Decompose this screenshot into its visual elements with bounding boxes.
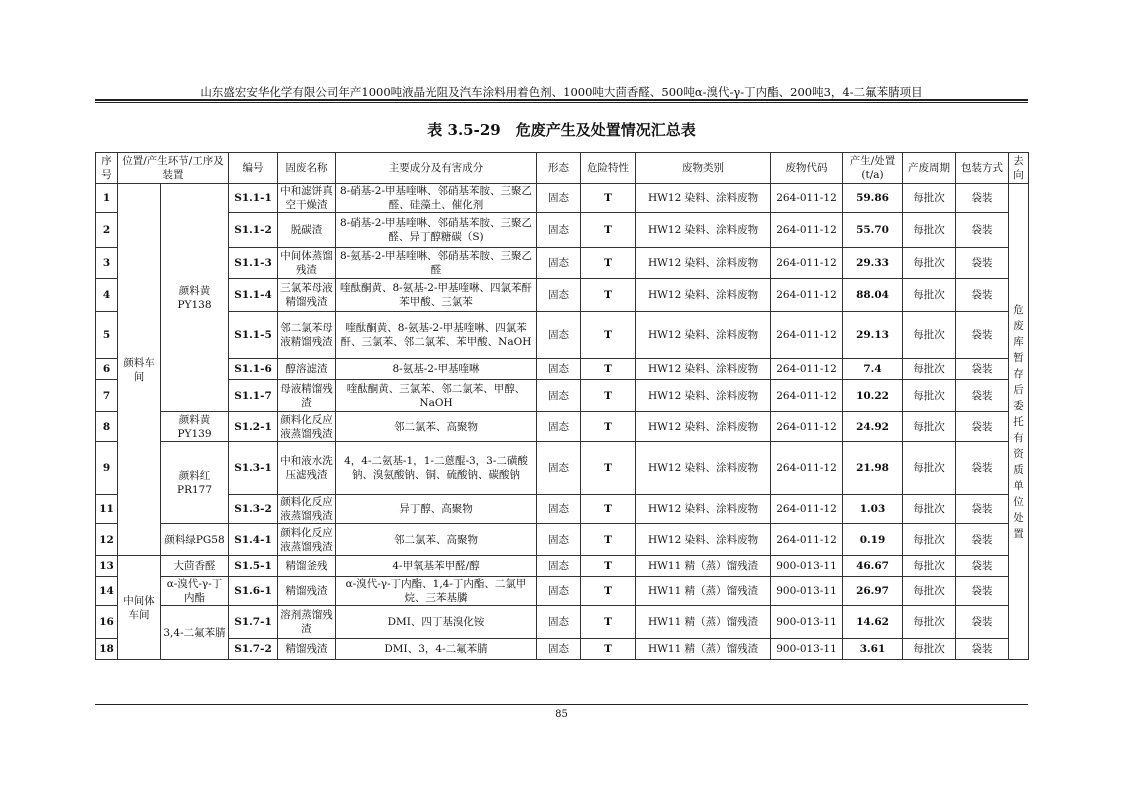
waste-id: S1.1-4 xyxy=(229,279,278,312)
hazard-property: T xyxy=(581,279,636,312)
waste-id: S1.1-1 xyxy=(229,184,278,213)
waste-category: HW12 染料、涂料废物 xyxy=(636,495,771,524)
col-header: 产生/处置(t/a) xyxy=(843,153,903,184)
packaging: 袋装 xyxy=(956,442,1009,495)
hazard-property: T xyxy=(581,184,636,213)
composition: α-溴代-γ-丁内酯、1,4-丁内酯、二氯甲烷、三苯基膦 xyxy=(336,577,537,606)
hazard-property: T xyxy=(581,442,636,495)
waste-name: 精馏残渣 xyxy=(278,639,336,660)
hazard-property: T xyxy=(581,606,636,639)
table-row xyxy=(96,312,1029,359)
waste-category: HW12 染料、涂料废物 xyxy=(636,248,771,279)
waste-id: S1.4-1 xyxy=(229,524,278,556)
col-header: 危险特性 xyxy=(581,153,636,184)
waste-id: S1.3-1 xyxy=(229,442,278,495)
generation-cycle: 每批次 xyxy=(903,380,956,412)
physical-form: 固态 xyxy=(537,577,581,606)
waste-name: 溶剂蒸馏残渣 xyxy=(278,606,336,639)
waste-code: 264-011-12 xyxy=(771,495,843,524)
waste-code: 900-013-11 xyxy=(771,639,843,660)
waste-category: HW12 染料、涂料废物 xyxy=(636,412,771,442)
table-row xyxy=(96,556,1029,577)
hazard-property: T xyxy=(581,495,636,524)
amount-tpa: 10.22 xyxy=(843,380,903,412)
physical-form: 固态 xyxy=(537,606,581,639)
hazard-property: T xyxy=(581,312,636,359)
physical-form: 固态 xyxy=(537,184,581,213)
workshop-cell: 中间体车间 xyxy=(118,556,161,660)
product-cell: 颜料黄PY138 xyxy=(161,184,229,412)
waste-category: HW12 染料、涂料废物 xyxy=(636,380,771,412)
physical-form: 固态 xyxy=(537,312,581,359)
waste-id: S1.1-2 xyxy=(229,213,278,248)
waste-category: HW12 染料、涂料废物 xyxy=(636,213,771,248)
waste-category: HW12 染料、涂料废物 xyxy=(636,524,771,556)
col-header: 编号 xyxy=(229,153,278,184)
waste-category: HW11 精（蒸）馏残渣 xyxy=(636,556,771,577)
waste-name: 颜料化反应液蒸馏残渣 xyxy=(278,524,336,556)
row-number: 8 xyxy=(96,412,118,442)
waste-name: 母液精馏残渣 xyxy=(278,380,336,412)
composition: 8-氨基-2-甲基喹啉、邻硝基苯胺、三聚乙醛 xyxy=(336,248,537,279)
physical-form: 固态 xyxy=(537,639,581,660)
waste-id: S1.3-2 xyxy=(229,495,278,524)
col-header: 去向 xyxy=(1009,153,1029,184)
waste-code: 264-011-12 xyxy=(771,524,843,556)
amount-tpa: 26.97 xyxy=(843,577,903,606)
table-row xyxy=(96,577,1029,606)
table-row xyxy=(96,380,1029,412)
packaging: 袋装 xyxy=(956,184,1009,213)
table-row xyxy=(96,606,1029,639)
packaging: 袋装 xyxy=(956,495,1009,524)
product-cell: 颜料绿PG58 xyxy=(161,524,229,556)
composition: DMI、四丁基溴化铵 xyxy=(336,606,537,639)
waste-code: 900-013-11 xyxy=(771,606,843,639)
generation-cycle: 每批次 xyxy=(903,606,956,639)
composition: 喹酞酮黄、8-氨基-2-甲基喹啉、四氯苯酐苯甲酸、三氯苯 xyxy=(336,279,537,312)
table-header-row xyxy=(96,153,1029,184)
row-number: 16 xyxy=(96,606,118,639)
footer-rule xyxy=(95,704,1028,705)
col-header: 废物代码 xyxy=(771,153,843,184)
waste-name: 颜料化反应液蒸馏残渣 xyxy=(278,412,336,442)
waste-name: 精馏残渣 xyxy=(278,577,336,606)
physical-form: 固态 xyxy=(537,495,581,524)
physical-form: 固态 xyxy=(537,359,581,380)
amount-tpa: 3.61 xyxy=(843,639,903,660)
row-number: 9 xyxy=(96,442,118,495)
composition: 4-甲氧基苯甲醛/醇 xyxy=(336,556,537,577)
packaging: 袋装 xyxy=(956,524,1009,556)
packaging: 袋装 xyxy=(956,312,1009,359)
generation-cycle: 每批次 xyxy=(903,412,956,442)
col-header: 序号 xyxy=(96,153,118,184)
hazard-property: T xyxy=(581,248,636,279)
col-header: 形态 xyxy=(537,153,581,184)
table-row xyxy=(96,279,1029,312)
waste-code: 264-011-12 xyxy=(771,213,843,248)
generation-cycle: 每批次 xyxy=(903,248,956,279)
row-number: 11 xyxy=(96,495,118,524)
row-number: 14 xyxy=(96,577,118,606)
row-number: 2 xyxy=(96,213,118,248)
col-header: 主要成分及有害成分 xyxy=(336,153,537,184)
col-header: 废物类别 xyxy=(636,153,771,184)
hazard-property: T xyxy=(581,577,636,606)
amount-tpa: 0.19 xyxy=(843,524,903,556)
amount-tpa: 21.98 xyxy=(843,442,903,495)
waste-category: HW11 精（蒸）馏残渣 xyxy=(636,606,771,639)
generation-cycle: 每批次 xyxy=(903,639,956,660)
product-cell: 颜料红PR177 xyxy=(161,442,229,524)
waste-name: 邻二氯苯母液精馏残渣 xyxy=(278,312,336,359)
waste-name: 精馏釜残 xyxy=(278,556,336,577)
hazard-property: T xyxy=(581,359,636,380)
amount-tpa: 46.67 xyxy=(843,556,903,577)
packaging: 袋装 xyxy=(956,380,1009,412)
row-number: 1 xyxy=(96,184,118,213)
waste-id: S1.6-1 xyxy=(229,577,278,606)
packaging: 袋装 xyxy=(956,556,1009,577)
hazard-property: T xyxy=(581,380,636,412)
product-cell: 3,4-二氟苯腈 xyxy=(161,606,229,660)
waste-category: HW12 染料、涂料废物 xyxy=(636,184,771,213)
waste-name: 醇溶滤渣 xyxy=(278,359,336,380)
table-row xyxy=(96,359,1029,380)
col-header: 包装方式 xyxy=(956,153,1009,184)
col-header: 位置/产生环节/工序及装置 xyxy=(118,153,229,184)
amount-tpa: 7.4 xyxy=(843,359,903,380)
header-rule xyxy=(95,99,1028,103)
waste-code: 264-011-12 xyxy=(771,184,843,213)
packaging: 袋装 xyxy=(956,606,1009,639)
product-cell: α-溴代-γ-丁内酯 xyxy=(161,577,229,606)
waste-code: 264-011-12 xyxy=(771,442,843,495)
page-number: 85 xyxy=(555,709,568,720)
amount-tpa: 1.03 xyxy=(843,495,903,524)
composition: 邻二氯苯、高聚物 xyxy=(336,524,537,556)
generation-cycle: 每批次 xyxy=(903,495,956,524)
physical-form: 固态 xyxy=(537,442,581,495)
packaging: 袋装 xyxy=(956,412,1009,442)
hazardous-waste-table xyxy=(95,152,1029,660)
waste-code: 264-011-12 xyxy=(771,279,843,312)
row-number: 3 xyxy=(96,248,118,279)
running-header: 山东盛宏安华化学有限公司年产1000吨液晶光阻及汽车涂料用着色剂、1000吨大茴香醛、500吨α-溴代-γ-丁内酯、200吨3，4-二氟苯腈项目 xyxy=(200,85,923,99)
waste-name: 中和滤饼真空干燥渣 xyxy=(278,184,336,213)
waste-name: 三氯苯母液精馏残渣 xyxy=(278,279,336,312)
physical-form: 固态 xyxy=(537,412,581,442)
waste-id: S1.2-1 xyxy=(229,412,278,442)
physical-form: 固态 xyxy=(537,380,581,412)
hazard-property: T xyxy=(581,524,636,556)
waste-id: S1.7-2 xyxy=(229,639,278,660)
amount-tpa: 59.86 xyxy=(843,184,903,213)
waste-category: HW12 染料、涂料废物 xyxy=(636,359,771,380)
composition: 8-硝基-2-甲基喹啉、邻硝基苯胺、三聚乙醛、异丁醇糖碳（S) xyxy=(336,213,537,248)
composition: 8-氨基-2-甲基喹啉 xyxy=(336,359,537,380)
packaging: 袋装 xyxy=(956,577,1009,606)
hazard-property: T xyxy=(581,556,636,577)
amount-tpa: 88.04 xyxy=(843,279,903,312)
product-cell: 颜料黄PY139 xyxy=(161,412,229,442)
waste-id: S1.1-6 xyxy=(229,359,278,380)
waste-code: 264-011-12 xyxy=(771,312,843,359)
composition: 异丁醇、高聚物 xyxy=(336,495,537,524)
table-row xyxy=(96,524,1029,556)
packaging: 袋装 xyxy=(956,279,1009,312)
table-row xyxy=(96,213,1029,248)
col-header: 产废周期 xyxy=(903,153,956,184)
table-row xyxy=(96,639,1029,660)
waste-name: 中和液水洗压滤残渣 xyxy=(278,442,336,495)
physical-form: 固态 xyxy=(537,213,581,248)
composition: 喹酞酮黄、三氯苯、邻二氯苯、甲醇、NaOH xyxy=(336,380,537,412)
table-row xyxy=(96,184,1029,213)
product-cell: 大茴香醛 xyxy=(161,556,229,577)
waste-id: S1.7-1 xyxy=(229,606,278,639)
waste-name: 中间体蒸馏残渣 xyxy=(278,248,336,279)
table-row xyxy=(96,248,1029,279)
waste-id: S1.5-1 xyxy=(229,556,278,577)
waste-name: 脱碳渣 xyxy=(278,213,336,248)
generation-cycle: 每批次 xyxy=(903,556,956,577)
physical-form: 固态 xyxy=(537,248,581,279)
workshop-cell: 颜料车间 xyxy=(118,184,161,556)
row-number: 13 xyxy=(96,556,118,577)
generation-cycle: 每批次 xyxy=(903,279,956,312)
col-header: 固废名称 xyxy=(278,153,336,184)
waste-code: 264-011-12 xyxy=(771,248,843,279)
table-row xyxy=(96,495,1029,524)
hazard-property: T xyxy=(581,213,636,248)
packaging: 袋装 xyxy=(956,248,1009,279)
physical-form: 固态 xyxy=(537,556,581,577)
packaging: 袋装 xyxy=(956,359,1009,380)
row-number: 6 xyxy=(96,359,118,380)
hazard-property: T xyxy=(581,412,636,442)
composition: DMI、3，4-二氟苯腈 xyxy=(336,639,537,660)
waste-id: S1.1-5 xyxy=(229,312,278,359)
amount-tpa: 14.62 xyxy=(843,606,903,639)
hazard-property: T xyxy=(581,639,636,660)
composition: 邻二氯苯、高聚物 xyxy=(336,412,537,442)
waste-code: 264-011-12 xyxy=(771,412,843,442)
table-row xyxy=(96,442,1029,495)
waste-category: HW12 染料、涂料废物 xyxy=(636,279,771,312)
generation-cycle: 每批次 xyxy=(903,359,956,380)
generation-cycle: 每批次 xyxy=(903,312,956,359)
amount-tpa: 29.33 xyxy=(843,248,903,279)
amount-tpa: 55.70 xyxy=(843,213,903,248)
waste-category: HW12 染料、涂料废物 xyxy=(636,442,771,495)
waste-id: S1.1-7 xyxy=(229,380,278,412)
amount-tpa: 24.92 xyxy=(843,412,903,442)
waste-category: HW12 染料、涂料废物 xyxy=(636,312,771,359)
row-number: 18 xyxy=(96,639,118,660)
composition: 喹酞酮黄、8-氨基-2-甲基喹啉、四氯苯酐、三氯苯、邻二氯苯、苯甲酸、NaOH xyxy=(336,312,537,359)
generation-cycle: 每批次 xyxy=(903,213,956,248)
waste-category: HW11 精（蒸）馏残渣 xyxy=(636,639,771,660)
waste-id: S1.1-3 xyxy=(229,248,278,279)
waste-code: 264-011-12 xyxy=(771,380,843,412)
generation-cycle: 每批次 xyxy=(903,184,956,213)
composition: 8-硝基-2-甲基喹啉、邻硝基苯胺、三聚乙醛、硅藻土、催化剂 xyxy=(336,184,537,213)
destination-cell: 危废库暂存后委托有资质单位处置 xyxy=(1009,184,1029,660)
physical-form: 固态 xyxy=(537,279,581,312)
row-number: 12 xyxy=(96,524,118,556)
generation-cycle: 每批次 xyxy=(903,442,956,495)
row-number: 4 xyxy=(96,279,118,312)
generation-cycle: 每批次 xyxy=(903,524,956,556)
table-title: 表 3.5-29 危废产生及处置情况汇总表 xyxy=(427,121,696,139)
waste-name: 颜料化反应液蒸馏残渣 xyxy=(278,495,336,524)
row-number: 5 xyxy=(96,312,118,359)
amount-tpa: 29.13 xyxy=(843,312,903,359)
row-number: 7 xyxy=(96,380,118,412)
waste-code: 264-011-12 xyxy=(771,359,843,380)
table-row xyxy=(96,412,1029,442)
waste-category: HW11 精（蒸）馏残渣 xyxy=(636,577,771,606)
physical-form: 固态 xyxy=(537,524,581,556)
waste-code: 900-013-11 xyxy=(771,556,843,577)
packaging: 袋装 xyxy=(956,213,1009,248)
generation-cycle: 每批次 xyxy=(903,577,956,606)
packaging: 袋装 xyxy=(956,639,1009,660)
waste-code: 900-013-11 xyxy=(771,577,843,606)
composition: 4，4-二氨基-1，1-二蒽醌-3，3-二磺酸钠、溴氨酸钠、铜、硫酸钠、碳酸钠 xyxy=(336,442,537,495)
